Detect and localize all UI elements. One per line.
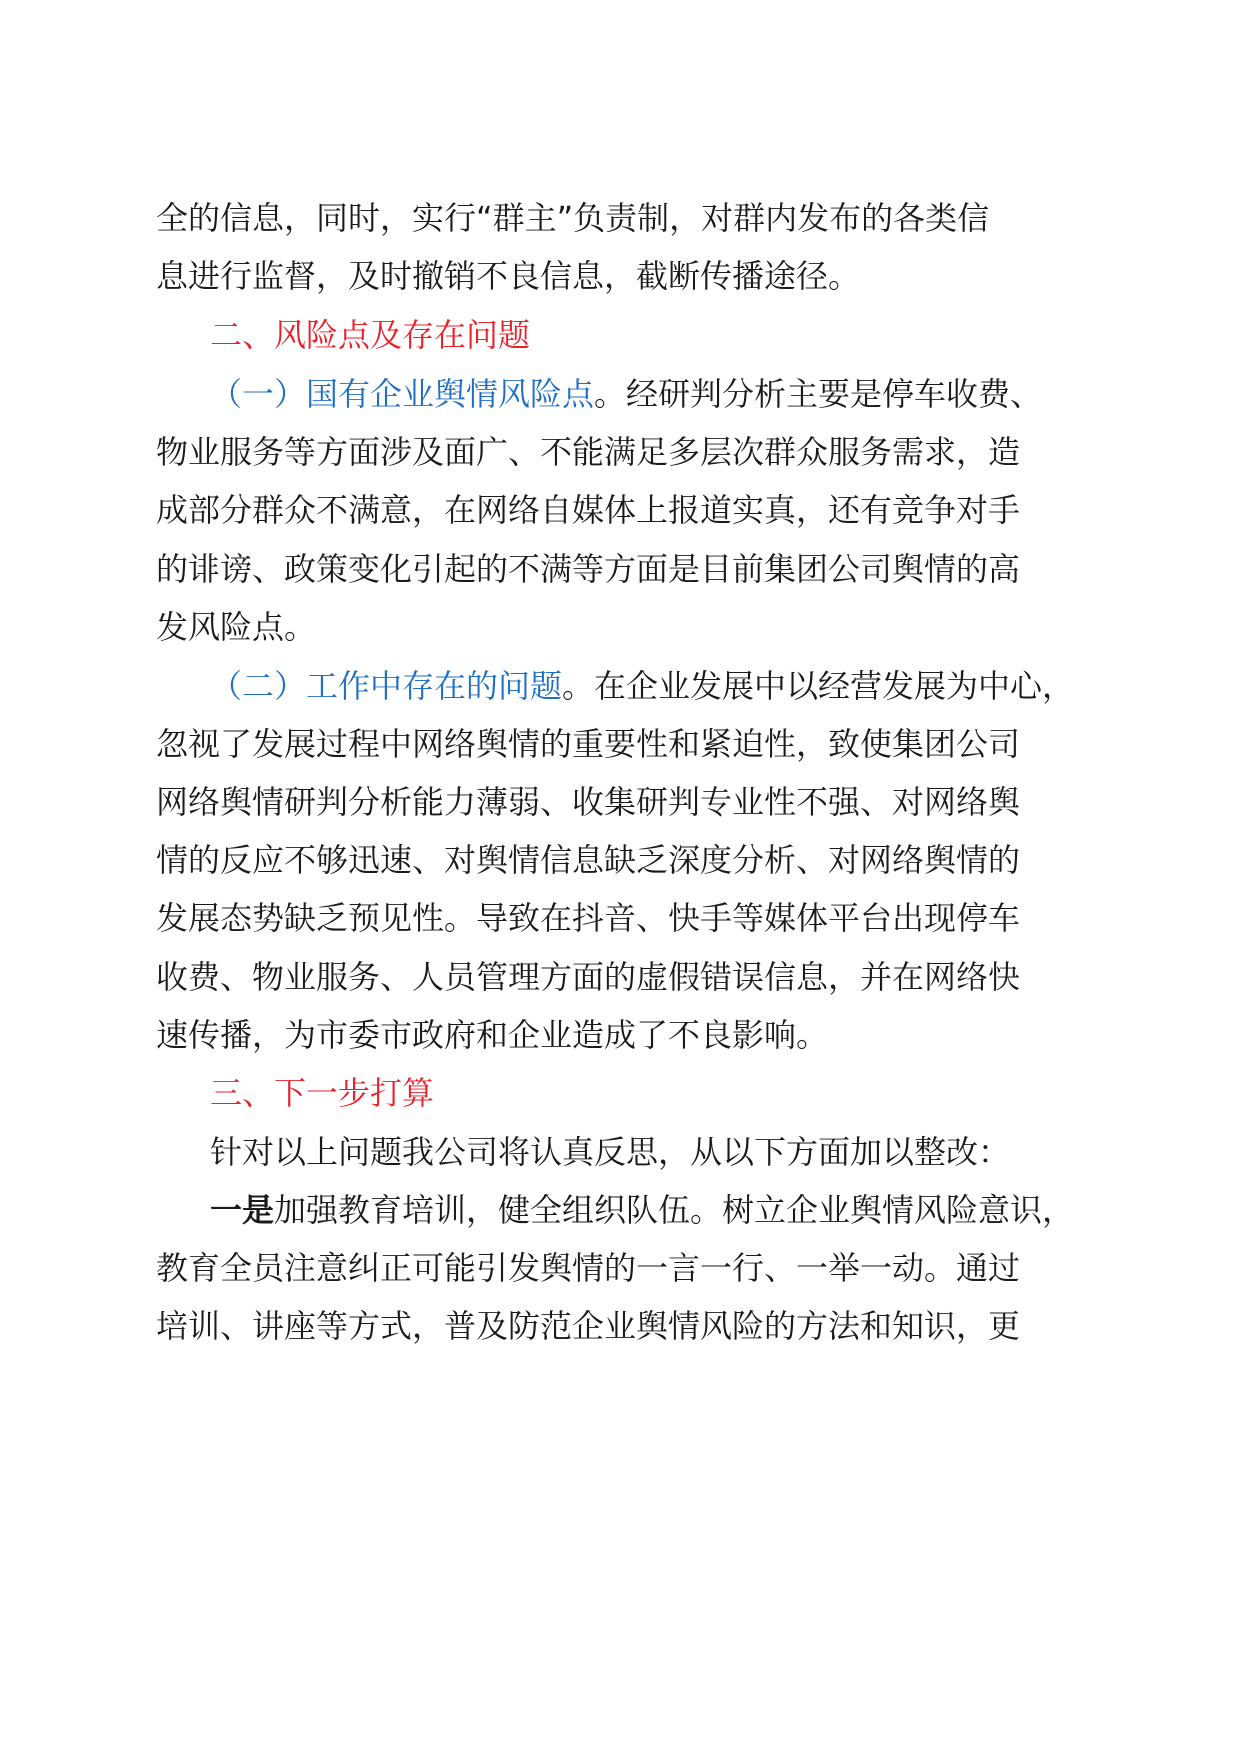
body-line: 培训、讲座等方式，普及防范企业舆情风险的方法和知识，更 (156, 1307, 1021, 1345)
body-line: 物业服务等方面涉及面广、不能满足多层次群众服务需求，造 (156, 433, 1021, 471)
body-line: 教育全员注意纠正可能引发舆情的一言一行、一举一动。通过 (156, 1249, 1021, 1287)
body-line: 全的信息，同时，实行“群主”负责制，对群内发布的各类信 (156, 199, 990, 237)
body-text: 。在企业发展中以经营发展为中心， (562, 667, 1075, 705)
point-paragraph-start (210, 1190, 1074, 1230)
subsection-title: （二）工作中存在的问题 (210, 667, 563, 705)
section-heading: 二、风险点及存在问题 (210, 316, 531, 354)
subsection-paragraph-start (210, 374, 1042, 414)
point-lead: 一是 (210, 1191, 275, 1229)
body-line: 发风险点。 (156, 608, 317, 646)
body-line: 息进行监督，及时撤销不良信息，截断传播途径。 (156, 257, 861, 295)
body-text: 加强教育培训，健全组织队伍。树立企业舆情风险意识， (274, 1191, 1075, 1229)
body-line: 收费、物业服务、人员管理方面的虚假错误信息，并在网络快 (156, 958, 1021, 996)
subsection-title: （一）国有企业舆情风险点 (210, 375, 595, 413)
body-line: 发展态势缺乏预见性。导致在抖音、快手等媒体平台出现停车 (156, 899, 1021, 937)
body-line: 忽视了发展过程中网络舆情的重要性和紧迫性，致使集团公司 (156, 725, 1021, 763)
subsection-paragraph-start (210, 666, 1074, 706)
body-line: 针对以上问题我公司将认真反思，从以下方面加以整改： (210, 1133, 1011, 1171)
section-heading: 三、下一步打算 (210, 1074, 435, 1112)
body-line: 的诽谤、政策变化引起的不满等方面是目前集团公司舆情的高 (156, 550, 1021, 588)
body-text: 。经研判分析主要是停车收费、 (594, 375, 1043, 413)
body-line: 速传播，为市委市政府和企业造成了不良影响。 (156, 1016, 829, 1054)
body-line: 情的反应不够迅速、对舆情信息缺乏深度分析、对网络舆情的 (156, 841, 1021, 879)
body-line: 网络舆情研判分析能力薄弱、收集研判专业性不强、对网络舆 (156, 783, 1021, 821)
body-line: 成部分群众不满意，在网络自媒体上报道实真，还有竞争对手 (156, 491, 1021, 529)
